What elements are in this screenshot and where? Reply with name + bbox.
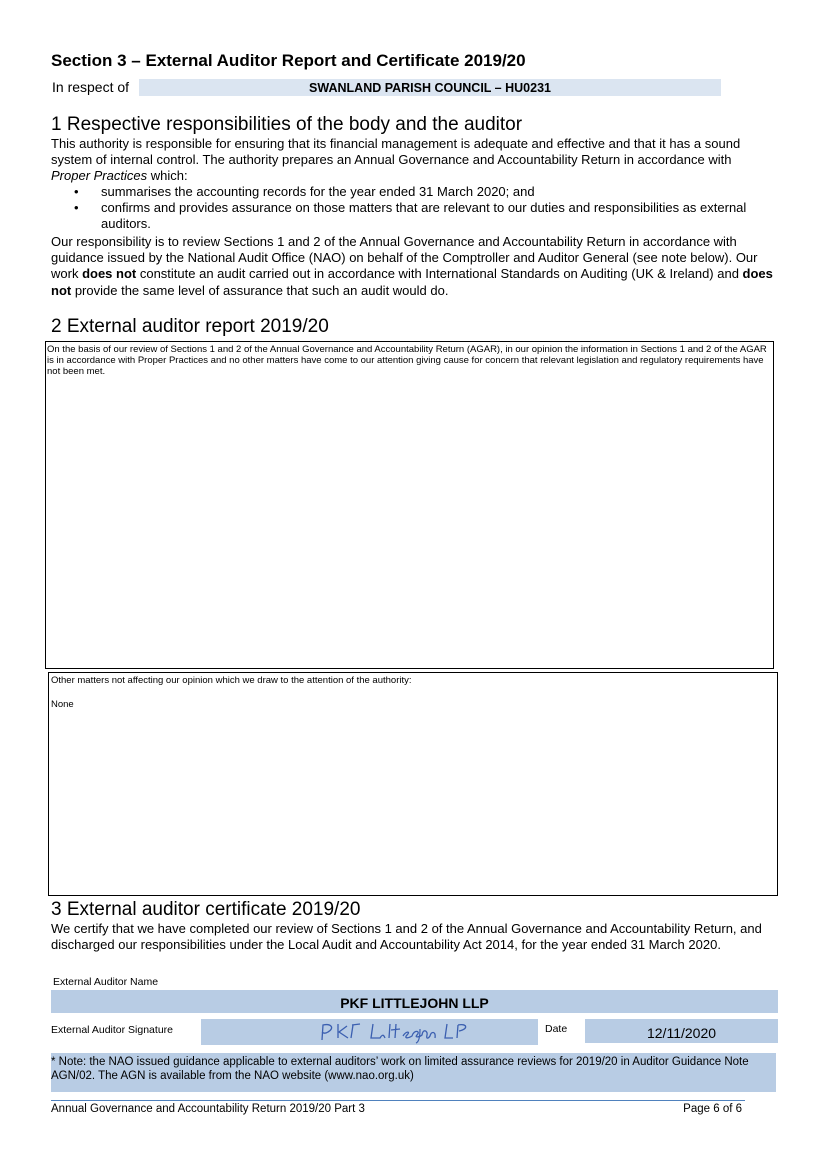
section2-heading: 2 External auditor report 2019/20	[51, 316, 329, 337]
footer-page-number: Page 6 of 6	[683, 1103, 742, 1115]
section1-responsibility: Our responsibility is to review Sections 1 and 2 of the Annual Governance and Accountability Return in accordance with guidance issued by the National Audit Office (NAO) on behalf of the Comptroller and Auditor General (see note below). Our work does not constitute an audit carried out in accordance with International Standards on Auditing (UK & Ireland) and does not provide the same level of assurance that such an audit would do.	[51, 234, 773, 298]
auditor-report-box	[45, 341, 774, 669]
auditor-name-label: External Auditor Name	[53, 976, 159, 988]
footer-rule	[51, 1100, 745, 1101]
bullet-icon: •	[74, 200, 79, 216]
handwritten-signature	[201, 1019, 538, 1045]
body-name-field: SWANLAND PARISH COUNCIL – HU0231	[139, 79, 721, 96]
auditor-report-text: On the basis of our review of Sections 1 and 2 of the Annual Governance and Accountability Return (AGAR), in our opinion the information in Sections 1 and 2 of the AGAR is in accordance with Proper Practices and no other matters have come to our attention giving cause for concern that relevant legislation and regulatory requirements have not been met.	[47, 344, 767, 377]
other-matters-label: Other matters not affecting our opinion which we draw to the attention of the authority:	[51, 675, 412, 686]
section3-heading: 3 External auditor certificate 2019/20	[51, 899, 361, 920]
list-item: • confirms and provides assurance on those matters that are relevant to our duties and responsibilities as external auditors.	[74, 200, 747, 232]
respect-label: In respect of	[52, 79, 130, 95]
section3-body: We certify that we have completed our review of Sections 1 and 2 of the Annual Governance and Accountability Return, and discharged our responsibilities under the Local Audit and Accountability Act 2014, for the year ended 31 March 2020.	[51, 921, 762, 953]
list-item: • summarises the accounting records for the year ended 31 March 2020; and	[74, 184, 535, 199]
section1-bullets	[51, 184, 761, 233]
nao-note: * Note: the NAO issued guidance applicable to external auditors’ work on limited assurance reviews for 2019/20 in Auditor Guidance Note AGN/02. The AGN is available from the NAO website (www.nao.org.uk)	[51, 1053, 776, 1092]
bullet-icon: •	[74, 184, 79, 199]
section1-heading: 1 Respective responsibilities of the body and the auditor	[51, 114, 523, 135]
date-field: 12/11/2020	[585, 1019, 778, 1043]
signature-field	[201, 1019, 538, 1045]
date-label: Date	[545, 1023, 568, 1035]
section1-intro: This authority is responsible for ensuring that its financial management is adequate and effective and that it has a sound system of internal control. The authority prepares an Annual Governance and Accountability Return in accordance with Proper Practices which:	[51, 136, 741, 184]
other-matters-value: None	[51, 699, 74, 710]
auditor-name-field: PKF LITTLEJOHN LLP	[51, 990, 778, 1013]
signature-label: External Auditor Signature	[51, 1024, 173, 1036]
footer-doc-title: Annual Governance and Accountability Return 2019/20 Part 3	[51, 1103, 365, 1115]
other-matters-box	[48, 672, 778, 896]
page-title: Section 3 – External Auditor Report and Certificate 2019/20	[51, 51, 526, 70]
